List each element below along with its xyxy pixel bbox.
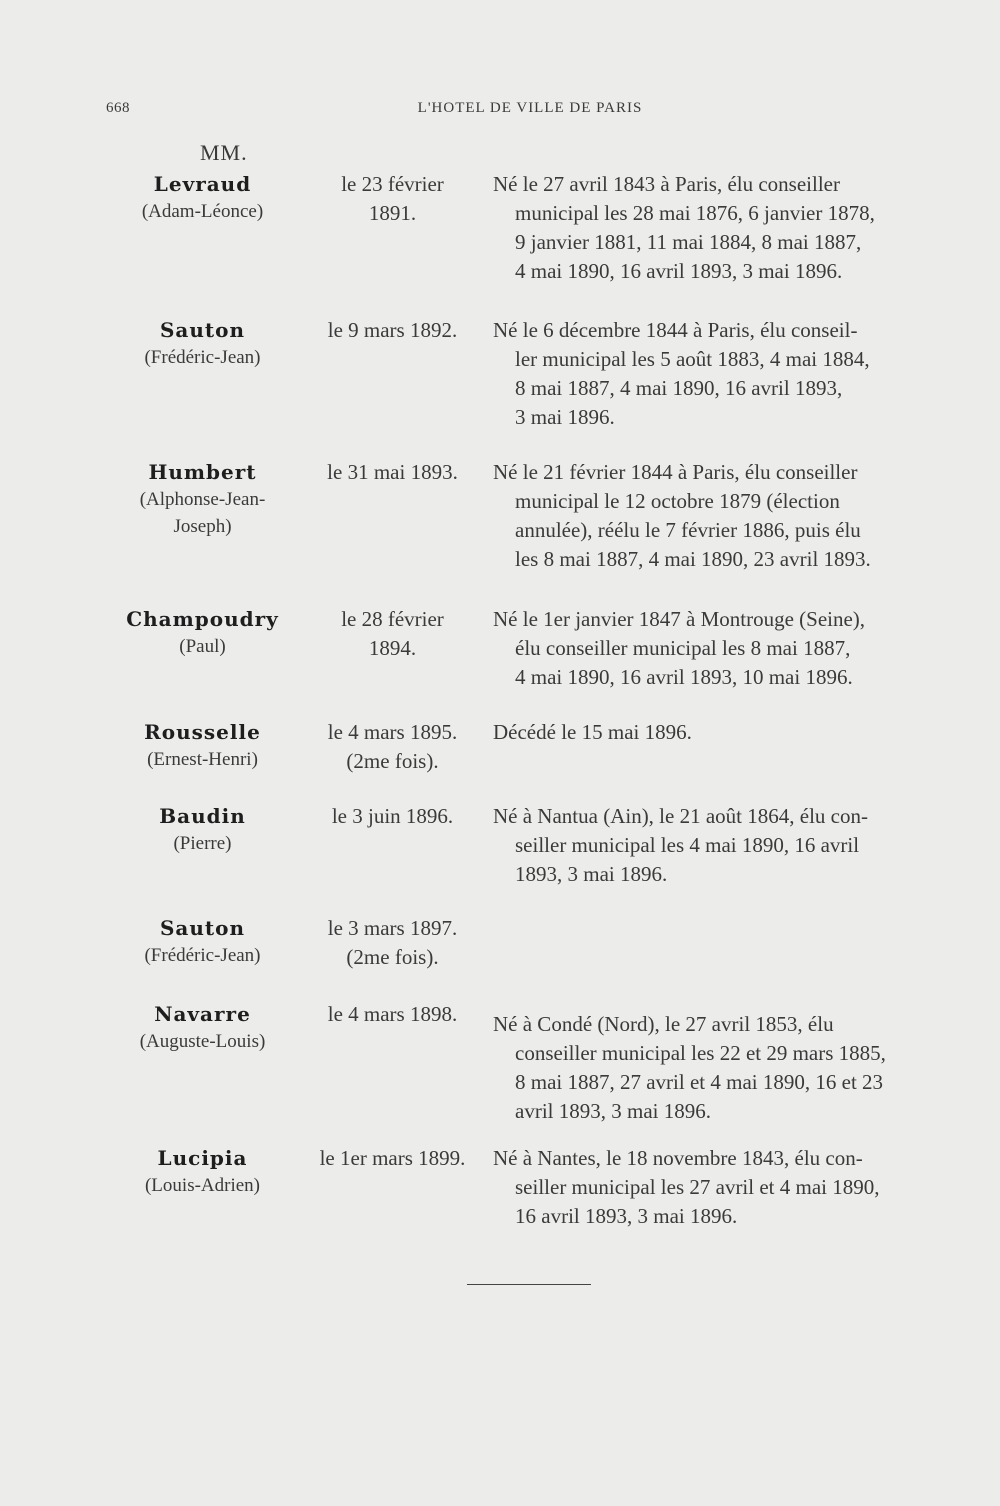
description [493,458,953,574]
date-column [305,1000,480,1029]
surname: Levraud [153,172,252,196]
date-column [305,605,480,663]
date-line: 1891. [368,201,417,225]
page-number: 668 [106,100,130,116]
desc-line: 4 mai 1890, 16 avril 1893, 10 mai 1896. [515,665,853,689]
desc-line: 1893, 3 mai 1896. [515,862,668,886]
desc-line: les 8 mai 1887, 4 mai 1890, 23 avril 1893. [515,547,871,571]
date-line: le 1er mars 1899. [319,1146,466,1170]
surname: Lucipia [157,1146,248,1170]
desc-line: 16 avril 1893, 3 mai 1896. [515,1204,738,1228]
desc-line: seiller municipal les 4 mai 1890, 16 avril [515,833,860,857]
date-line: le 23 février [341,172,444,196]
date-column [305,1144,480,1173]
date-column [305,316,480,345]
date-line: (2me fois). [346,749,439,773]
desc-line: Né le 6 décembre 1844 à Paris, élu conseil- [493,318,858,342]
given-names: (Adam-Léonce) [141,201,264,222]
description [493,1010,953,1126]
desc-line: municipal le 12 octobre 1879 (élection [515,489,840,513]
desc-line: conseiller municipal les 22 et 29 mars 1885, [515,1041,886,1065]
desc-line: Né le 1er janvier 1847 à Montrouge (Seine), [493,607,866,631]
desc-line: municipal les 28 mai 1876, 6 janvier 1878, [515,201,875,225]
given-names: (Paul) [179,636,226,657]
date-line: 1894. [368,636,417,660]
date-line: le 9 mars 1892. [327,318,458,342]
description [493,802,953,889]
desc-line: élu conseiller municipal les 8 mai 1887, [515,636,851,660]
given-names: (Frédéric-Jean) [144,347,261,368]
desc-line: seiller municipal les 27 avril et 4 mai 1890, [515,1175,880,1199]
given-names: (Ernest-Henri) [147,749,258,770]
honorific-heading: MM. [200,140,248,165]
date-column [305,914,480,972]
name-column [115,718,290,773]
desc-line: Né à Nantua (Ain), le 21 août 1864, élu con- [493,804,868,828]
name-column [115,316,290,371]
desc-line: ler municipal les 5 août 1883, 4 mai 1884, [515,347,870,371]
desc-line: 4 mai 1890, 16 avril 1893, 3 mai 1896. [515,259,843,283]
name-column [115,802,290,857]
date-line: le 4 mars 1898. [327,1002,458,1026]
surname: Baudin [159,804,246,828]
given-names: (Auguste-Louis) [139,1031,266,1052]
date-column [305,718,480,776]
desc-line: Né à Nantes, le 18 novembre 1843, élu con- [493,1146,863,1170]
name-column [115,605,290,660]
surname: Navarre [154,1002,251,1026]
running-title: L'HOTEL DE VILLE DE PARIS [417,100,643,116]
name-column [115,170,290,225]
date-line: (2me fois). [346,945,439,969]
date-column [305,458,480,487]
desc-line: 8 mai 1887, 4 mai 1890, 16 avril 1893, [515,376,843,400]
description [493,718,953,747]
desc-line: Né à Condé (Nord), le 27 avril 1853, élu [493,1012,834,1036]
given-names: (Pierre) [173,833,232,854]
desc-line: 3 mai 1896. [515,405,615,429]
date-line: le 4 mars 1895. [327,720,458,744]
desc-line: annulée), réélu le 7 février 1886, puis élu [515,518,861,542]
date-column [305,802,480,831]
given-names: (Louis-Adrien) [144,1175,261,1196]
desc-line: Décédé le 15 mai 1896. [493,720,692,744]
description [493,170,953,286]
given-names: (Alphonse-Jean-Joseph) [139,489,266,537]
surname: Sauton [159,318,246,342]
desc-line: 8 mai 1887, 27 avril et 4 mai 1890, 16 et 23 [515,1070,884,1094]
name-column [115,1144,290,1199]
date-line: le 31 mai 1893. [327,460,458,484]
surname: Champoudry [126,607,279,631]
closing-rule [467,1284,591,1285]
desc-line: 9 janvier 1881, 11 mai 1884, 8 mai 1887, [515,230,862,254]
date-line: le 3 juin 1896. [331,804,454,828]
name-column [115,458,290,540]
description [493,605,953,692]
description [493,316,953,432]
surname: Rousselle [144,720,261,744]
name-column [115,1000,290,1055]
surname: Humbert [148,460,257,484]
name-column [115,914,290,969]
date-line: le 3 mars 1897. [327,916,458,940]
date-line: le 28 février [341,607,444,631]
given-names: (Frédéric-Jean) [144,945,261,966]
date-column [305,170,480,228]
description [493,1144,953,1231]
desc-line: avril 1893, 3 mai 1896. [515,1099,711,1123]
surname: Sauton [159,916,246,940]
desc-line: Né le 21 février 1844 à Paris, élu conseiller [493,460,858,484]
desc-line: Né le 27 avril 1843 à Paris, élu conseiller [493,172,840,196]
